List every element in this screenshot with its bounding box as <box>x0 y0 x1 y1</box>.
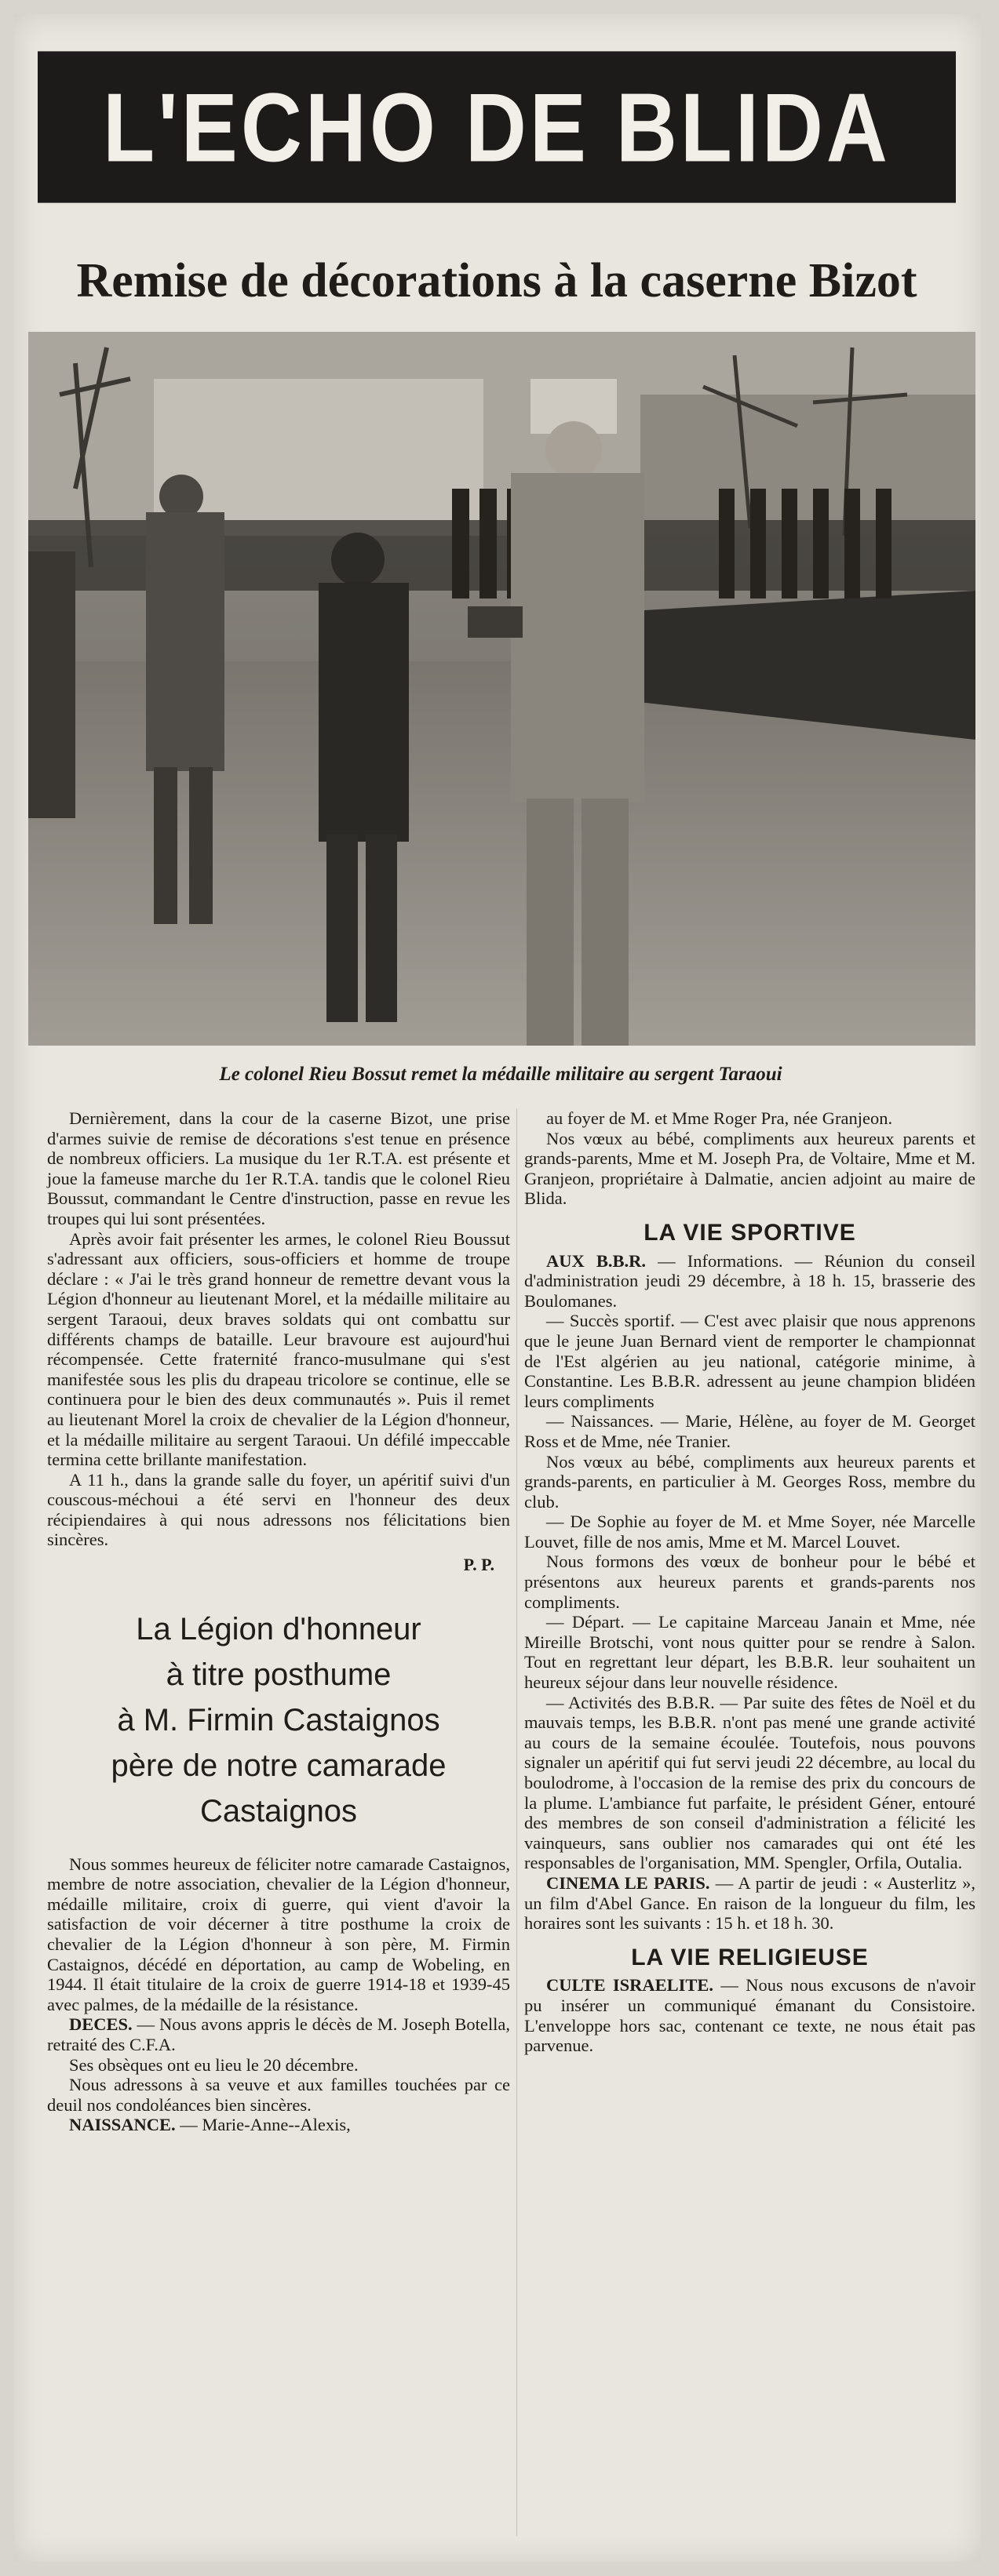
cinema-notice <box>524 1873 975 1934</box>
culte-text: — Nous nous excusons de n'avoir pu insérer un communiqué émanant du Consistoire. L'enveloppe hors sac, contenant ce texte, ne nous était pas parvenue. <box>524 1975 975 2056</box>
sport-paragraph: Nous formons des vœux de bonheur pour le bébé et présentons aux heureux parents et grands-parents nos compliments. <box>524 1552 975 1612</box>
sport-intro: — Informations. — Réunion du conseil d'administration jeudi 29 décembre, à 18 h. 15, brasserie des Boulomanes. <box>524 1250 975 1311</box>
article2-title-line: père de notre camarade <box>111 1748 447 1783</box>
sport-paragraph <box>524 1251 975 1312</box>
naissance-label: NAISSANCE. <box>69 2115 176 2135</box>
naissance-text: — Marie-Anne--Alexis, <box>175 2115 351 2135</box>
masthead: L'ECHO DE BLIDA <box>38 51 956 202</box>
headline: Remise de décorations à la caserne Bizot <box>76 254 917 307</box>
sport-paragraph: Nos vœux au bébé, compliments aux heureux parents et grands-parents, en particulier à M. Georges Ross, membre du club. <box>524 1451 975 1512</box>
news-photo <box>28 332 975 1046</box>
sport-section-heading: LA VIE SPORTIVE <box>644 1219 856 1246</box>
article1-paragraph: Après avoir fait présenter les armes, le colonel Rieu Boussut s'adressant aux officiers, sous-officiers et homme de troupe déclare : « J'ai le très grand honneur de remettre devant vous la Légion d'honneur au lieutenant Morel, et la médaille militaire au sergent Taraoui, deux braves soldats qui ont combattu sur différents champs de bataille. Leur bravoure est aujourd'hui récompensée. Cette fraternité franco-musulmane qui s'est manifestée sous les plis du drapeau tricolore se continue, elle se continuera pour le bien des deux communautés ». Puis il remet au lieutenant Morel la croix de chevalier de la Légion d'honneur, et la médaille militaire au sergent Taraoui. Un défilé impeccable termina cette brillante manifestation. <box>47 1228 510 1470</box>
article1-signature: P. P. <box>463 1555 494 1575</box>
sport-paragraph: — Activités des B.B.R. — Par suite des fêtes de Noël et du mauvais temps, les B.B.R. n'ont pas mené une grande activité au cours de la semaine écoulée. Toutefois, nous pouvons signaler un apéritif qui fut servi jeudi 22 décembre, au local du boulodrome, à l'occasion de la remise des prix du concours de la plume. L'ambiance fut parfaite, le président Géner, entouré des membres de son conseil d'administration a félicité les vainqueurs, sans oublier nos camarades qui ont été les responsables de l'organisation, MM. Spengler, Orfila, Outalia. <box>524 1692 975 1873</box>
deces-paragraph: Nous adressons à sa veuve et aux familles touchées par ce deuil nos condoléances bien sincères. <box>47 2075 510 2115</box>
article1-paragraph: Dernièrement, dans la cour de la caserne Bizot, une prise d'armes suivie de remise de décorations s'est tenue en présence de nombreux officiers. La musique du 1er R.T.A. est présente et joue la fameuse marche du 1er R.T.A. tandis que le colonel Rieu Boussut, commandant le Centre d'instruction, passe en revue les troupes qui lui sont présentées. <box>47 1108 510 1228</box>
culte-label: CULTE ISRAELITE. <box>546 1975 713 1996</box>
article2-paragraph: Nous sommes heureux de féliciter notre camarade Castaignos, membre de notre association, chevalier de la Légion d'honneur, médaille militaire, croix di guerre, qui vient d'avoir la satisfaction de voir décerner à titre posthume la croix de chevalier de la Légion d'honneur à son père, M. Firmin Castaignos, décédé en déportation, au camp de Wobeling, en 1944. Il était titulaire de la croix de guerre 1914-18 et 1939-45 avec palmes, de la médaille de la résistance. <box>47 1854 510 2014</box>
cinema-text: — A partir de jeudi : « Austerlitz », un film d'Abel Gance. En raison de la longueur du film, les horaires sont les suivants : 15 h. et 18 h. 30. <box>524 1872 975 1934</box>
religion-section-heading: LA VIE RELIGIEUSE <box>631 1944 869 1970</box>
article2-title <box>47 1606 510 1834</box>
left-column <box>47 1108 510 2135</box>
sport-paragraph: — Succès sportif. — C'est avec plaisir que nous apprenons que le jeune Juan Bernard vient de remporter le championnat de l'Est algérien au jeu national, catégorie minime, à Constantine. Les B.B.R. adressent au jeune champion blidéen leurs compliments <box>524 1311 975 1411</box>
newspaper-page <box>14 14 981 2562</box>
article2-title-line: à M. Firmin Castaignos <box>117 1702 440 1737</box>
article2-title-line: à titre posthume <box>166 1657 392 1692</box>
deces-text: — Nous avons appris le décès de M. Joseph Botella, retraité des C.F.A. <box>47 2014 510 2054</box>
deces-label: DECES. <box>69 2014 133 2035</box>
culte-notice <box>524 1975 975 2055</box>
sport-label: AUX B.B.R. <box>546 1250 646 1271</box>
sport-paragraph: — Naissances. — Marie, Hélène, au foyer de M. Georget Ross et de Mme, née Tranier. <box>524 1411 975 1451</box>
deces-notice <box>47 2014 510 2054</box>
right-column <box>524 1108 975 2056</box>
article2-title-line: La Légion d'honneur <box>136 1611 421 1646</box>
sport-paragraph: — Départ. — Le capitaine Marceau Janain et Mme, née Mireille Brotschi, vont nous quitter pour se rendre à Salon. Tout en regrettant leur départ, les B.B.R. leur souhaitent un heureux séjour dans leur nouvelle résidence. <box>524 1612 975 1693</box>
sport-paragraph: — De Sophie au foyer de M. et Mme Soyer, née Marcelle Louvet, fille de nos amis, Mme et M. Marcel Louvet. <box>524 1512 975 1552</box>
deces-paragraph: Ses obsèques ont eu lieu le 20 décembre. <box>69 2054 359 2075</box>
naissance-notice <box>47 2115 510 2135</box>
cinema-label: CINEMA LE PARIS. <box>546 1872 710 1893</box>
column-divider <box>516 1108 517 2536</box>
photo-illustration <box>28 332 975 1046</box>
cont-paragraph: au foyer de M. et Mme Roger Pra, née Granjeon. <box>546 1108 893 1128</box>
article1-paragraph: A 11 h., dans la grande salle du foyer, un apéritif suivi d'un couscous-méchoui a été servi en l'honneur des deux récipiendaires à qui nous adressons nos félicitations bien sincères. <box>47 1469 510 1550</box>
photo-caption: Le colonel Rieu Bossut remet la médaille militaire au sergent Taraoui <box>219 1064 782 1085</box>
article2-title-line: Castaignos <box>199 1793 358 1828</box>
cont-paragraph: Nos vœux au bébé, compliments aux heureux parents et grands-parents, Mme et M. Joseph Pra, de Voltaire, Mme et M. Granjeon, propriétaire à Dalmatie, ancien adjoint au maire de Blida. <box>524 1128 975 1209</box>
